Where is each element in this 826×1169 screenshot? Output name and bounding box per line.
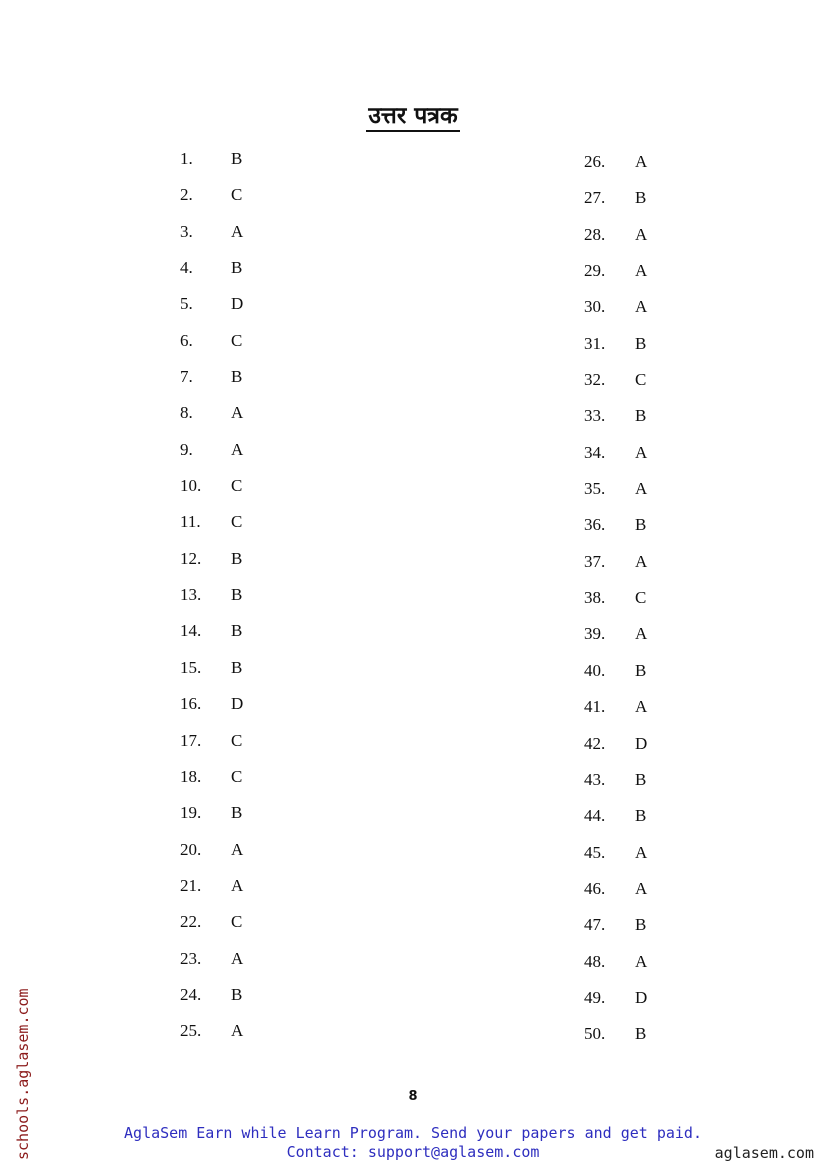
answer-row bbox=[180, 293, 261, 329]
answer-row bbox=[584, 623, 665, 659]
answer-row bbox=[180, 911, 261, 947]
question-number: 12. bbox=[180, 548, 202, 568]
answer-row bbox=[180, 984, 261, 1020]
question-number: 11. bbox=[180, 512, 201, 532]
answer-option: A bbox=[635, 261, 648, 281]
question-number: 18. bbox=[180, 766, 202, 786]
question-number: 16. bbox=[180, 694, 202, 714]
answer-row bbox=[584, 805, 665, 841]
answer-option: B bbox=[231, 367, 243, 387]
answer-option: B bbox=[635, 333, 647, 353]
answer-row bbox=[584, 405, 665, 441]
question-number: 3. bbox=[180, 221, 193, 241]
footer-contact-text[interactable]: Contact: support@aglasem.com bbox=[286, 1143, 540, 1161]
answer-row bbox=[584, 260, 665, 296]
answer-row bbox=[584, 987, 665, 1023]
answer-option: B bbox=[231, 803, 243, 823]
question-number: 6. bbox=[180, 330, 193, 350]
answer-row bbox=[584, 1023, 665, 1059]
question-number: 34. bbox=[584, 442, 606, 462]
answer-row bbox=[180, 730, 261, 766]
answer-option: C bbox=[231, 512, 243, 532]
answer-row bbox=[180, 693, 261, 729]
answer-option: A bbox=[231, 1021, 244, 1041]
answer-row bbox=[180, 1020, 261, 1056]
answer-row bbox=[584, 769, 665, 805]
answer-row bbox=[584, 369, 665, 405]
question-number: 47. bbox=[584, 915, 606, 935]
answer-row bbox=[584, 878, 665, 914]
page-number: 8 bbox=[408, 1089, 418, 1104]
answer-row bbox=[180, 511, 261, 547]
answer-option: B bbox=[635, 515, 647, 535]
answer-row bbox=[584, 733, 665, 769]
answer-row bbox=[180, 366, 261, 402]
answer-row bbox=[584, 551, 665, 587]
answer-option: A bbox=[635, 878, 648, 898]
question-number: 26. bbox=[584, 152, 606, 171]
answer-row bbox=[584, 442, 665, 478]
answer-option: D bbox=[635, 987, 648, 1007]
answer-row bbox=[584, 842, 665, 878]
answer-option: B bbox=[635, 406, 647, 426]
question-number: 32. bbox=[584, 370, 606, 390]
answer-row bbox=[584, 187, 665, 223]
answer-option: B bbox=[635, 1024, 647, 1044]
answer-option: A bbox=[231, 221, 244, 241]
answer-option: A bbox=[231, 839, 244, 859]
question-number: 10. bbox=[180, 476, 202, 496]
answer-row bbox=[180, 402, 261, 438]
answer-option: B bbox=[231, 548, 243, 568]
question-number: 14. bbox=[180, 621, 202, 641]
answer-option: C bbox=[231, 730, 243, 750]
answer-option: A bbox=[635, 551, 648, 571]
answer-option: D bbox=[635, 733, 648, 753]
question-number: 50. bbox=[584, 1024, 606, 1044]
question-number: 36. bbox=[584, 515, 606, 535]
question-number: 15. bbox=[180, 657, 202, 677]
answer-option: A bbox=[635, 951, 648, 971]
question-number: 31. bbox=[584, 333, 606, 353]
answer-row bbox=[584, 660, 665, 696]
answer-option: C bbox=[231, 185, 243, 205]
answer-row bbox=[584, 696, 665, 732]
answer-row bbox=[180, 620, 261, 656]
answer-option: A bbox=[231, 403, 244, 423]
answer-row bbox=[584, 587, 665, 623]
question-number: 40. bbox=[584, 660, 606, 680]
answer-row bbox=[180, 221, 261, 257]
answer-row bbox=[180, 584, 261, 620]
answer-option: C bbox=[231, 330, 243, 350]
answer-row bbox=[180, 330, 261, 366]
question-number: 39. bbox=[584, 624, 606, 644]
question-number: 49. bbox=[584, 987, 606, 1007]
question-number: 48. bbox=[584, 951, 606, 971]
answer-row bbox=[180, 439, 261, 475]
answer-row bbox=[584, 296, 665, 332]
answer-option: B bbox=[635, 769, 647, 789]
page-title-text: उत्तर पत्रक bbox=[366, 103, 459, 132]
question-number: 29. bbox=[584, 261, 606, 281]
answer-option: B bbox=[231, 621, 243, 641]
answer-option: A bbox=[635, 442, 648, 462]
answer-option: A bbox=[635, 224, 648, 244]
question-number: 4. bbox=[180, 258, 193, 278]
question-number: 27. bbox=[584, 188, 606, 208]
question-number: 22. bbox=[180, 912, 202, 932]
question-number: 38. bbox=[584, 588, 606, 608]
answer-option: B bbox=[635, 806, 647, 826]
answer-row bbox=[584, 151, 665, 187]
question-number: 41. bbox=[584, 697, 606, 717]
question-number: 19. bbox=[180, 803, 202, 823]
answers-column-left bbox=[180, 148, 261, 1057]
side-watermark-url: schools.aglasem.com bbox=[14, 988, 32, 1160]
answer-row bbox=[180, 548, 261, 584]
answer-option: A bbox=[231, 875, 244, 895]
question-number: 28. bbox=[584, 224, 606, 244]
question-number: 20. bbox=[180, 839, 202, 859]
answer-option: C bbox=[635, 370, 647, 390]
question-number: 2. bbox=[180, 185, 193, 205]
answer-option: B bbox=[635, 915, 647, 935]
answer-option: A bbox=[635, 152, 648, 171]
question-number: 1. bbox=[180, 149, 193, 168]
answer-option: B bbox=[231, 585, 243, 605]
answer-option: B bbox=[231, 258, 243, 278]
answer-row bbox=[180, 948, 261, 984]
question-number: 9. bbox=[180, 439, 193, 459]
answer-option: A bbox=[635, 697, 648, 717]
answer-row bbox=[584, 478, 665, 514]
answer-option: B bbox=[635, 188, 647, 208]
answer-row bbox=[584, 224, 665, 260]
answer-option: A bbox=[231, 948, 244, 968]
answer-row bbox=[584, 333, 665, 369]
answer-option: B bbox=[635, 660, 647, 680]
answer-option: C bbox=[231, 766, 243, 786]
answer-option: C bbox=[231, 912, 243, 932]
page-title bbox=[0, 98, 826, 130]
answer-row bbox=[584, 914, 665, 950]
question-number: 5. bbox=[180, 294, 193, 314]
question-number: 44. bbox=[584, 806, 606, 826]
question-number: 13. bbox=[180, 585, 202, 605]
question-number: 42. bbox=[584, 733, 606, 753]
answer-option: D bbox=[231, 694, 244, 714]
answer-option: D bbox=[231, 294, 244, 314]
question-number: 24. bbox=[180, 984, 202, 1004]
footer-promo-text: AglaSem Earn while Learn Program. Send your papers and get paid. bbox=[124, 1124, 702, 1142]
answer-row bbox=[180, 657, 261, 693]
question-number: 37. bbox=[584, 551, 606, 571]
answer-row bbox=[584, 951, 665, 987]
answer-row bbox=[180, 766, 261, 802]
answer-row bbox=[180, 839, 261, 875]
question-number: 17. bbox=[180, 730, 202, 750]
answer-row bbox=[180, 875, 261, 911]
question-number: 35. bbox=[584, 479, 606, 499]
answer-row bbox=[180, 257, 261, 293]
answer-option: B bbox=[231, 149, 243, 168]
answer-row bbox=[180, 475, 261, 511]
question-number: 30. bbox=[584, 297, 606, 317]
question-number: 33. bbox=[584, 406, 606, 426]
answer-option: A bbox=[231, 439, 244, 459]
answers-column-right bbox=[584, 151, 665, 1060]
answer-option: C bbox=[635, 588, 647, 608]
answer-option: A bbox=[635, 842, 648, 862]
question-number: 7. bbox=[180, 367, 193, 387]
question-number: 45. bbox=[584, 842, 606, 862]
answer-row bbox=[180, 148, 261, 184]
question-number: 23. bbox=[180, 948, 202, 968]
footer-brand[interactable]: aglasem.com bbox=[714, 1144, 814, 1162]
question-number: 21. bbox=[180, 875, 202, 895]
answer-row bbox=[180, 802, 261, 838]
answer-row bbox=[584, 514, 665, 550]
question-number: 43. bbox=[584, 769, 606, 789]
answer-option: B bbox=[231, 984, 243, 1004]
answer-option: A bbox=[635, 624, 648, 644]
question-number: 46. bbox=[584, 878, 606, 898]
answer-option: A bbox=[635, 479, 648, 499]
answer-option: A bbox=[635, 297, 648, 317]
answer-row bbox=[180, 184, 261, 220]
question-number: 8. bbox=[180, 403, 193, 423]
answer-option: B bbox=[231, 657, 243, 677]
answer-option: C bbox=[231, 476, 243, 496]
question-number: 25. bbox=[180, 1021, 202, 1041]
